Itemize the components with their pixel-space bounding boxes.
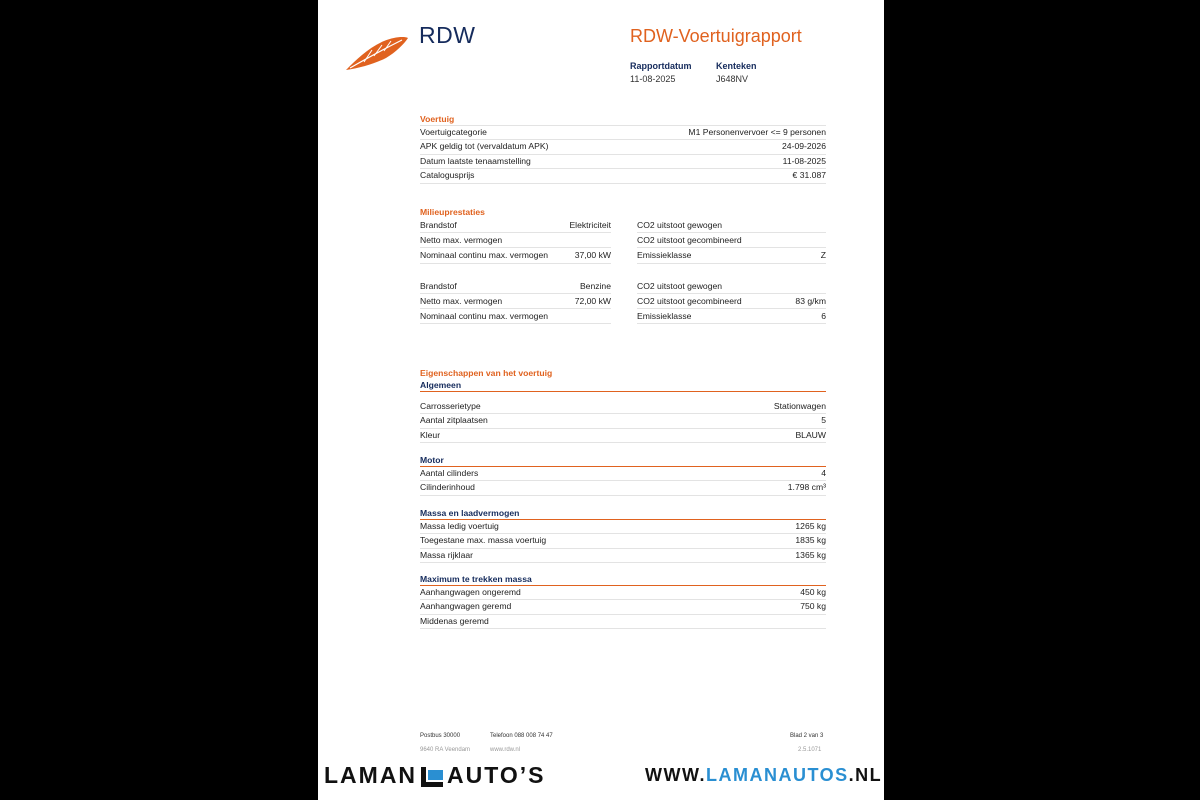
footer-postbus: Postbus 30000 xyxy=(420,733,461,739)
report-date-value: 11-08-2025 xyxy=(630,74,676,84)
table-row: Catalogusprijs € 31.087 xyxy=(420,169,826,183)
brand-name: RDW xyxy=(419,22,476,48)
milieu-row: Netto max. vermogen 72,00 kW CO2 uitstoot gecombineerd 83 g/km xyxy=(420,294,826,309)
section-milieu xyxy=(420,206,826,324)
milieu-row: Brandstof Elektriciteit CO2 uitstoot gewogen xyxy=(420,218,826,233)
dealer-logo xyxy=(324,762,546,789)
plate-label: Kenteken xyxy=(716,61,757,71)
table-row: Aanhangwagen geremd 750 kg xyxy=(420,600,826,614)
subsection-title-motor: Motor xyxy=(420,454,826,467)
section-title-eigenschappen: Eigenschappen van het voertuig xyxy=(420,368,553,378)
table-massa xyxy=(420,507,826,563)
table-row: Massa ledig voertuig 1265 kg xyxy=(420,520,826,534)
section-title-milieu: Milieuprestaties xyxy=(420,207,485,217)
rdw-feather-logo-icon xyxy=(344,34,410,72)
dealer-name-left: LAMAN xyxy=(324,762,418,788)
table-row: Voertuigcategorie M1 Personenvervoer <= 9 personen xyxy=(420,125,826,140)
table-row: Datum laatste tenaamstelling 11-08-2025 xyxy=(420,155,826,169)
milieu-row: Nominaal continu max. vermogen 37,00 kW Emissieklasse Z xyxy=(420,248,826,263)
table-row: Middenas geremd xyxy=(420,615,826,629)
table-row: Cilinderinhoud 1.798 cm³ xyxy=(420,481,826,495)
section-title-voertuig: Voertuig xyxy=(420,114,455,124)
milieu-row: Nominaal continu max. vermogen Emissieklasse 6 xyxy=(420,309,826,324)
table-algemeen xyxy=(420,400,826,443)
footer-address: 9640 RA Veendam xyxy=(420,747,471,753)
section-voertuig xyxy=(420,113,826,184)
milieu-row: Brandstof Benzine CO2 uitstoot gewogen xyxy=(420,279,826,294)
footer-page-number: Blad 2 van 3 xyxy=(790,733,824,739)
section-eigenschappen xyxy=(420,367,826,392)
table-row: Kleur BLAUW xyxy=(420,429,826,443)
dealer-l-mark-icon xyxy=(421,766,443,786)
plate-block xyxy=(716,61,757,84)
milieu-row: Netto max. vermogen CO2 uitstoot gecombineerd xyxy=(420,233,826,248)
table-row: APK geldig tot (vervaldatum APK) 24-09-2026 xyxy=(420,140,826,154)
table-trekken xyxy=(420,573,826,629)
footer-website[interactable]: www.rdw.nl xyxy=(490,747,521,753)
table-row: Aantal zitplaatsen 5 xyxy=(420,414,826,428)
report-date-label: Rapportdatum xyxy=(630,61,692,71)
document-title: RDW-Voertuigrapport xyxy=(630,26,802,46)
table-row: Massa rijklaar 1365 kg xyxy=(420,549,826,563)
subsection-title-algemeen: Algemeen xyxy=(420,379,826,392)
subsection-title-massa: Massa en laadvermogen xyxy=(420,507,826,520)
table-row: Toegestane max. massa voertuig 1835 kg xyxy=(420,534,826,548)
table-row: Carrosserietype Stationwagen xyxy=(420,400,826,414)
subsection-title-trekken: Maximum te trekken massa xyxy=(420,573,826,586)
footer-code: 2.5.1071 xyxy=(798,747,822,753)
dealer-name-right: AUTO’S xyxy=(447,762,546,788)
dealer-website[interactable]: WWW.LAMANAUTOS.NL xyxy=(645,765,883,785)
table-row: Aantal cilinders 4 xyxy=(420,467,826,481)
report-date-block xyxy=(630,61,692,84)
table-motor xyxy=(420,454,826,496)
footer-telefoon: Telefoon 088 008 74 47 xyxy=(490,733,553,739)
report-page xyxy=(318,0,884,800)
table-row: Aanhangwagen ongeremd 450 kg xyxy=(420,586,826,600)
plate-value: J648NV xyxy=(716,74,749,84)
